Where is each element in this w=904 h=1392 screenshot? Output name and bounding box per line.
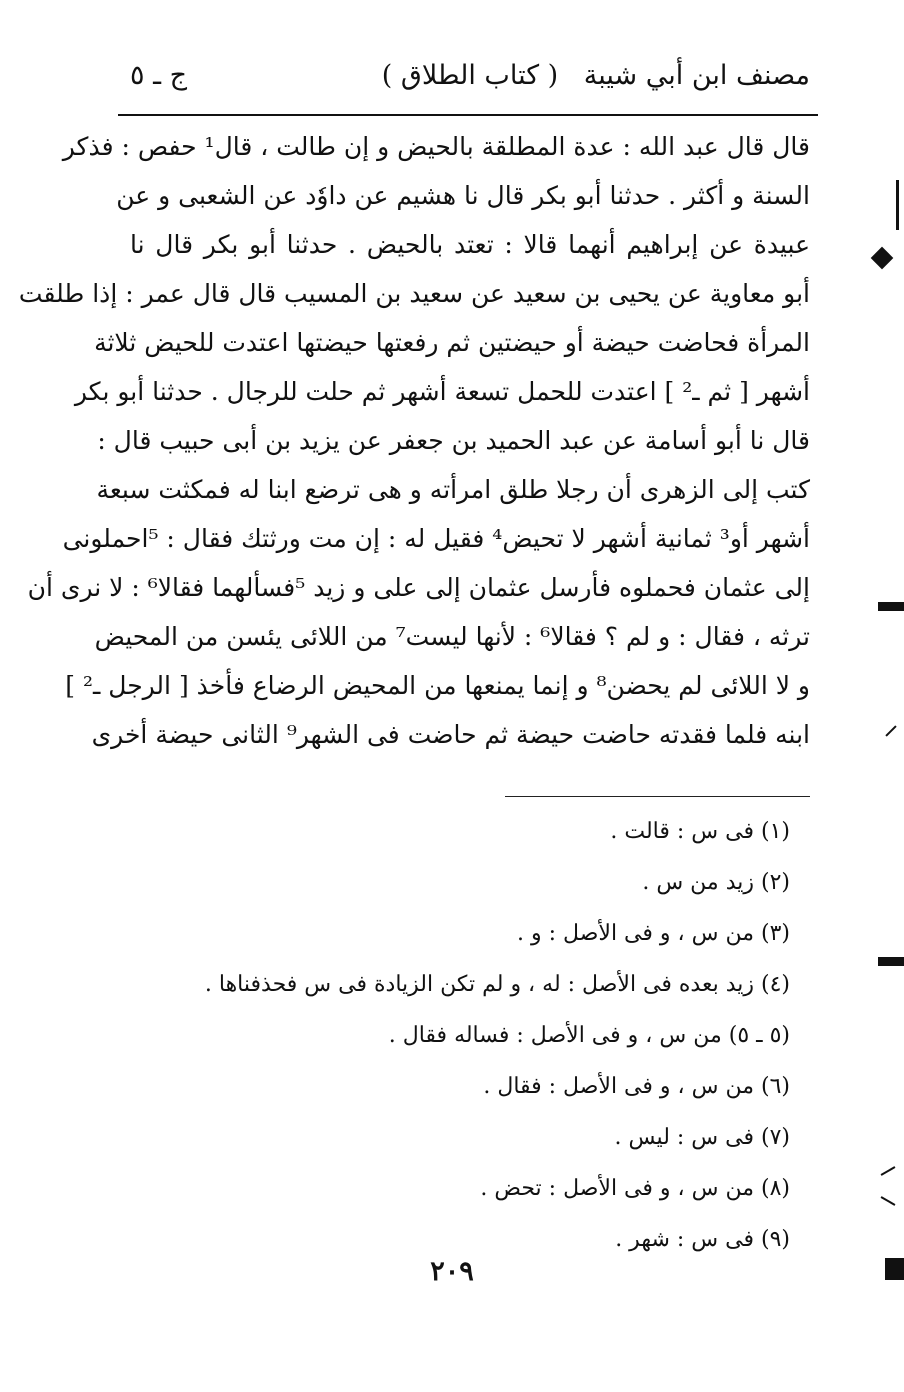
footnote: (٣) من س ، و فى الأصل : و .: [517, 921, 790, 946]
page-header: [130, 52, 810, 102]
volume-number: ج ـ ٥: [130, 60, 188, 91]
text-line: المرأة فحاضت حيضة أو حيضتين ثم رفعتها حيضتها اعتدت للحيض ثلاثة: [94, 328, 810, 357]
footnote: (٥ ـ ٥) من س ، و فى الأصل : فساله فقال .: [388, 1023, 790, 1048]
margin-mark: [881, 1166, 896, 1176]
footnote: (٩) فى س : شهر .: [615, 1227, 790, 1252]
footnotes: [204, 806, 790, 1265]
footnote: (١) فى س : قالت .: [610, 819, 790, 844]
text-line: كتب إلى الزهرى أن رجلا طلق امرأته و هى ترضع ابنا له فمكثت سبعة: [96, 475, 810, 504]
text-line: ترثه ، فقال : و لم ؟ فقالا⁶ : لأنها ليست⁷ من اللائى يئسن من المحيض: [94, 622, 810, 651]
text-line: أبو معاوية عن يحيى بن سعيد عن سعيد بن المسيب قال قال عمر : إذا طلقت: [18, 279, 810, 308]
margin-mark: [878, 602, 904, 611]
header-rule: [118, 114, 818, 116]
footnote: (٢) زيد من س .: [642, 870, 790, 895]
text-line: قال نا أبو أسامة عن عبد الحميد بن جعفر عن يزيد بن أبى حبيب قال :: [97, 426, 810, 455]
footnote-rule: [505, 796, 810, 797]
margin-mark: [871, 247, 894, 270]
text-line: و لا اللائى لم يحضن⁸ و إنما يمنعها من المحيض الرضاع فأخذ [ الرجل ـ² ]: [65, 671, 810, 700]
chapter-title: ( كتاب الطلاق ): [381, 60, 559, 91]
text-line: ابنه فلما فقدته حاضت حيضة ثم حاضت فى الشهر⁹ الثانى حيضة أخرى: [91, 720, 810, 749]
main-text: [18, 122, 810, 759]
text-line: قال قال عبد الله : عدة المطلقة بالحيض و إن طالت ، قال¹ حفص : فذكر: [62, 132, 810, 161]
text-line: السنة و أكثر . حدثنا أبو بكر قال نا هشيم عن داوٗد عن الشعبى و عن: [116, 181, 810, 210]
book-title: مصنف ابن أبي شيبة: [583, 60, 810, 91]
page-number: ٢٠٩: [430, 1256, 474, 1287]
margin-mark: [896, 180, 899, 230]
footnote: (٦) من س ، و فى الأصل : فقال .: [483, 1074, 790, 1099]
footnote: (٤) زيد بعده فى الأصل : له ، و لم تكن الزيادة فى س فحذفناها .: [204, 972, 790, 997]
footnote: (٨) من س ، و فى الأصل : تحض .: [480, 1176, 790, 1201]
text-line: أشهر [ ثم ـ² ] اعتدت للحمل تسعة أشهر ثم حلت للرجال . حدثنا أبو بكر: [74, 377, 810, 406]
margin-mark: [878, 957, 904, 966]
text-line: أشهر أو³ ثمانية أشهر لا تحيض⁴ فقيل له : إن مت ورثتك فقال : ⁵احملونى: [62, 524, 810, 553]
margin-mark: [881, 1196, 896, 1206]
text-line: عبيدة عن إبراهيم أنهما قالا : تعتد بالحيض . حدثنا أبو بكر قال نا: [130, 230, 810, 259]
text-line: إلى عثمان فحملوه فأرسل عثمان إلى على و زيد ⁵فسألهما فقالا⁶ : لا نرى أن: [27, 573, 810, 602]
footnote: (٧) فى س : ليس .: [614, 1125, 790, 1150]
margin-mark: [885, 1258, 904, 1280]
margin-mark: [885, 725, 896, 736]
